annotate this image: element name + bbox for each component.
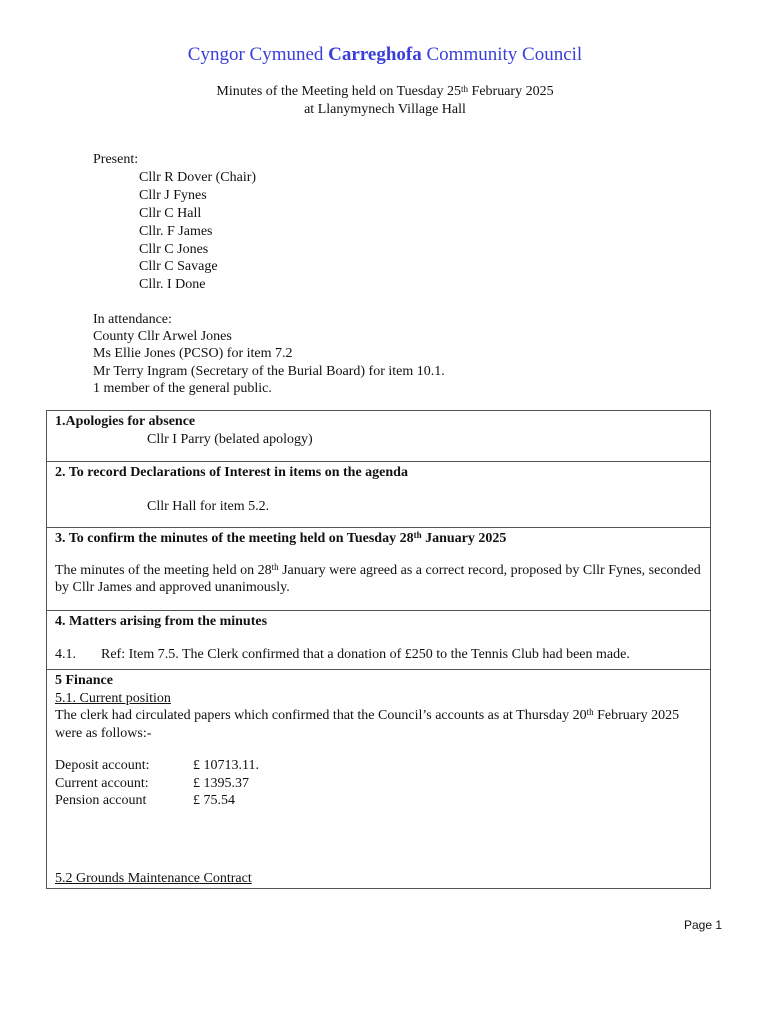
minutes-table xyxy=(46,410,711,889)
section-text: The minutes of the meeting held on 28th January were agreed as a correct record, proposed by Cllr Fynes, seconded by Cllr James and approved unanimously. xyxy=(55,561,701,595)
account-row: Pension account £ 75.54 xyxy=(55,793,235,808)
member: Cllr J Fynes xyxy=(139,187,207,203)
section-text: Cllr Hall for item 5.2. xyxy=(147,498,270,514)
account-row: Deposit account: £ 10713.11. xyxy=(55,758,259,773)
member: Cllr C Jones xyxy=(139,241,209,257)
section-heading: 5 Finance xyxy=(55,673,113,688)
item-text: Ref: Item 7.5. The Clerk confirmed that a donation of £250 to the Tennis Club had been made. xyxy=(101,646,630,662)
member: Cllr R Dover (Chair) xyxy=(139,169,257,185)
member: Cllr C Hall xyxy=(139,205,202,221)
present-label: Present: xyxy=(93,152,139,167)
section-text: Cllr I Parry (belated apology) xyxy=(147,431,313,447)
council-title: Cyngor Cymuned Carreghofa Community Council xyxy=(187,44,583,65)
section-item xyxy=(55,646,702,664)
subsection-heading: 5.1. Current position xyxy=(55,690,171,706)
section-declarations xyxy=(47,462,711,528)
item-number: 4.1. xyxy=(55,646,76,662)
attendee: County Cllr Arwel Jones xyxy=(93,329,232,345)
accounts-list xyxy=(55,757,702,810)
venue: at Llanymynech Village Hall xyxy=(304,102,466,117)
attendance-list xyxy=(93,311,445,397)
attendee: 1 member of the general public. xyxy=(93,380,272,396)
attendance-label: In attendance: xyxy=(93,312,172,327)
meeting-subtitle: Minutes of the Meeting held on Tuesday 25th February 2025 at Llanymynech Village Hall xyxy=(0,83,770,119)
page-number: Page 1 xyxy=(684,918,723,932)
section-matters-arising xyxy=(47,611,711,670)
section-text: The clerk had circulated papers which confirmed that the Council’s accounts as at Thursday 20th February 2025 were as follows:- xyxy=(55,707,680,741)
account-row: Current account: £ 1395.37 xyxy=(55,775,249,791)
section-heading: 1.Apologies for absence xyxy=(55,414,196,429)
section-apologies xyxy=(47,411,711,462)
subsection-heading: 5.2 Grounds Maintenance Contract xyxy=(55,870,252,886)
section-finance xyxy=(47,670,711,889)
member: Cllr. F James xyxy=(139,223,213,239)
attendee: Mr Terry Ingram (Secretary of the Burial Board) for item 10.1. xyxy=(93,363,445,379)
section-confirm-minutes xyxy=(47,528,711,611)
section-heading: 3. To confirm the minutes of the meeting held on Tuesday 28th January 2025 xyxy=(55,530,507,546)
attendee: Ms Ellie Jones (PCSO) for item 7.2 xyxy=(93,346,293,362)
member: Cllr C Savage xyxy=(139,259,218,275)
present-list xyxy=(93,151,256,294)
member: Cllr. I Done xyxy=(139,277,206,293)
section-heading: 2. To record Declarations of Interest in items on the agenda xyxy=(55,465,408,480)
section-heading: 4. Matters arising from the minutes xyxy=(55,614,268,629)
